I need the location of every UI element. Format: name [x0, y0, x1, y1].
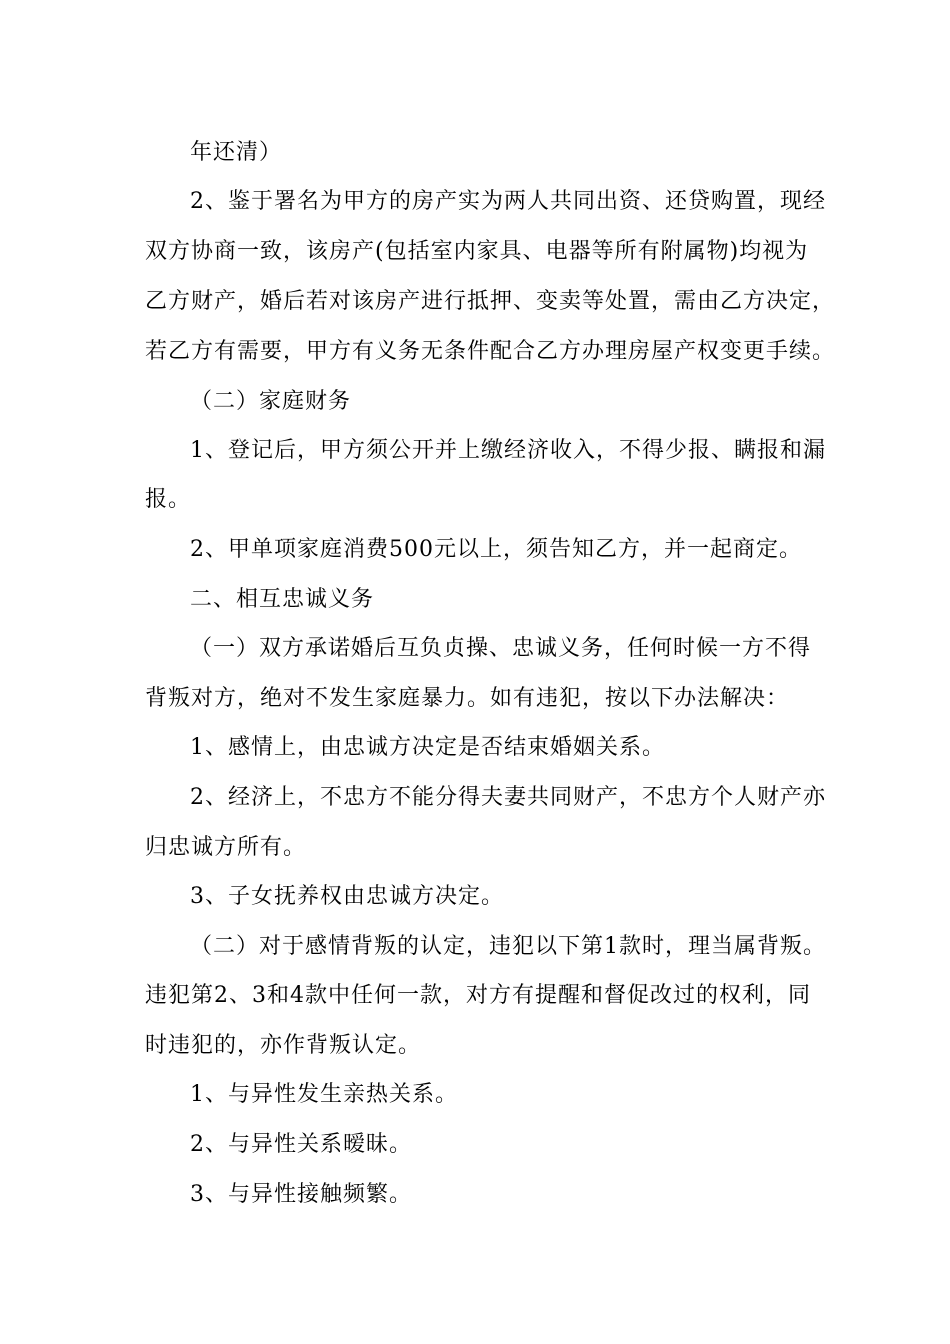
text-line: 年还清） [190, 140, 283, 165]
text-line: 乙方财产，婚后若对该房产进行抵押、变卖等处置，需由乙方决定， [145, 289, 836, 314]
text-line: 2、鉴于署名为甲方的房产实为两人共同出资、还贷购置，现经 [190, 189, 826, 214]
text-line: 归忠诚方所有。 [145, 835, 307, 860]
text-line: 违犯第2、3和4款中任何一款，对方有提醒和督促改过的权利，同 [145, 983, 811, 1008]
text-line: 1、与异性发生亲热关系。 [190, 1082, 458, 1107]
text-line: 背叛对方，绝对不发生家庭暴力。如有违犯，按以下办法解决： [145, 686, 790, 711]
text-line: 1、登记后，甲方须公开并上缴经济收入，不得少报、瞒报和漏 [190, 438, 826, 463]
text-line: （二）对于感情背叛的认定，违犯以下第1款时，理当属背叛。 [190, 934, 826, 959]
text-line: 报。 [145, 487, 192, 512]
text-line: 2、甲单项家庭消费500元以上，须告知乙方，并一起商定。 [190, 537, 802, 562]
text-line: 若乙方有需要，甲方有义务无条件配合乙方办理房屋产权变更手续。 [145, 339, 836, 364]
text-line: 时违犯的，亦作背叛认定。 [145, 1033, 422, 1058]
text-line: 3、子女抚养权由忠诚方决定。 [190, 884, 504, 909]
text-line: 3、与异性接触频繁。 [190, 1182, 412, 1207]
section-heading: （二）家庭财务 [190, 389, 352, 414]
text-line: （一）双方承诺婚后互负贞操、忠诚义务，任何时候一方不得 [190, 636, 812, 661]
text-line: 2、与异性关系暧昧。 [190, 1132, 412, 1157]
text-line: 1、感情上，由忠诚方决定是否结束婚姻关系。 [190, 735, 665, 760]
text-line: 2、经济上，不忠方不能分得夫妻共同财产，不忠方个人财产亦 [190, 785, 826, 810]
text-line: 双方协商一致，该房产(包括室内家具、电器等所有附属物)均视为 [145, 239, 809, 264]
section-heading: 二、相互忠诚义务 [190, 587, 375, 612]
